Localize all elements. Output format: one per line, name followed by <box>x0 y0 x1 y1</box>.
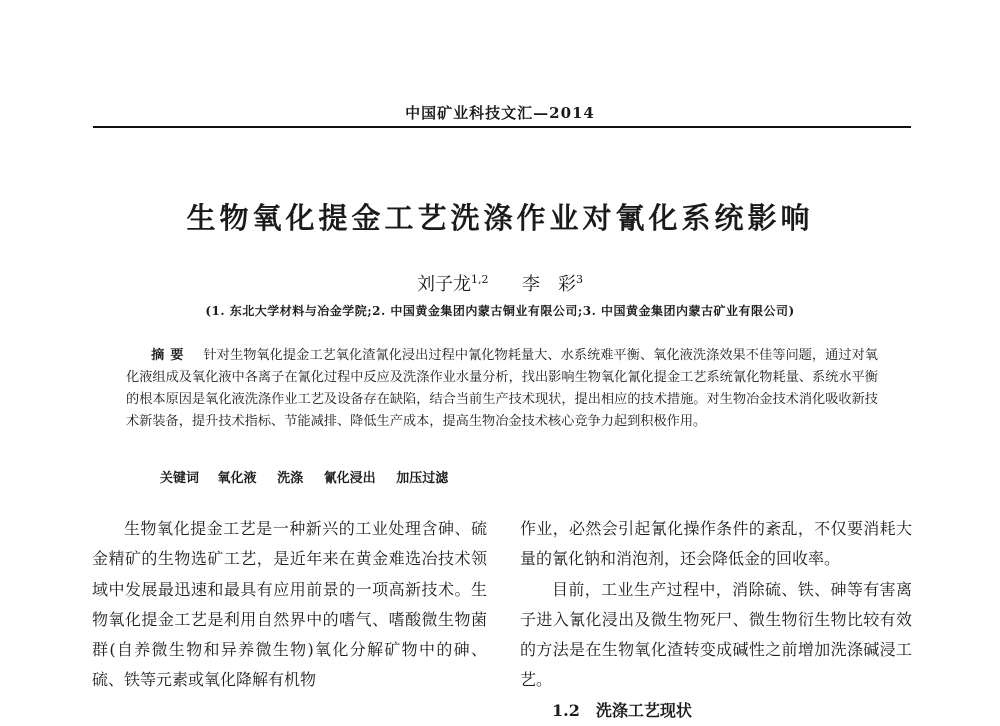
author-name: 李 彩 <box>521 274 576 295</box>
keyword: 氰化浸出 <box>323 471 376 486</box>
author-affil-mark: 3 <box>575 273 583 286</box>
body-column-left <box>92 514 487 696</box>
paper-title: 生物氧化提金工艺洗涤作业对氰化系统影响 <box>186 201 814 235</box>
body-paragraph: 目前，工业生产过程中，消除硫、铁、砷等有害离子进入氰化浸出及微生物死尸、微生物衍生物比较有效的方法是在生物氧化渣转变成碱性之前增加洗涤碱浸工艺。 <box>520 579 912 690</box>
keyword: 氧化液 <box>217 471 257 486</box>
keywords-label: 关键词 <box>160 471 200 486</box>
abstract-label: 摘要 <box>151 348 190 363</box>
section-heading: 1.2 洗涤工艺现状 <box>552 700 692 720</box>
header-rule <box>93 126 911 128</box>
author-name: 刘子龙 <box>417 274 472 295</box>
keyword: 洗涤 <box>277 471 304 486</box>
keywords <box>160 467 464 486</box>
running-head: 中国矿业科技文汇—2014 <box>405 104 595 122</box>
abstract <box>126 345 878 433</box>
affiliations: (1. 东北大学材料与冶金学院;2. 中国黄金集团内蒙古铜业有限公司;3. 中国黄金集团内蒙古矿业有限公司) <box>205 304 795 318</box>
body-paragraph: 生物氧化提金工艺是一种新兴的工业处理含砷、硫金精矿的生物选矿工艺，是近年来在黄金难选冶技术领域中发展最迅速和最具有应用前景的一项高新技术。生物氧化提金工艺是利用自然界中的嗜气、嗜酸微生物菌群(自养微生物和异养微生物)氧化分解矿物中的砷、硫、铁等元素或氧化降解有机物 <box>92 519 487 690</box>
keyword: 加压过滤 <box>396 471 449 486</box>
body-column-right <box>520 514 912 726</box>
authors <box>0 270 1000 296</box>
abstract-text: 针对生物氧化提金工艺氧化渣氰化浸出过程中氰化物耗量大、水系统难平衡、氧化液洗涤效果不佳等问题，通过对氧化液组成及氧化液中各离子在氰化过程中反应及洗涤作业水量分析，找出影响生物氧化氰化提金工艺系统氰化物耗量、系统水平衡的根本原因是氧化液洗涤作业工艺及设备存在缺陷，结合当前生产技术现状，提出相应的技术措施。对生物冶金技术消化吸收新技术新装备，提升技术指标、节能减排、降低生产成本，提高生物冶金技术核心竞争力起到积极作用。 <box>126 348 878 429</box>
author-affil-mark: 1,2 <box>471 273 489 286</box>
body-paragraph: 作业，必然会引起氰化操作条件的紊乱，不仅要消耗大量的氰化钠和消泡剂，还会降低金的回收率。 <box>520 519 912 569</box>
